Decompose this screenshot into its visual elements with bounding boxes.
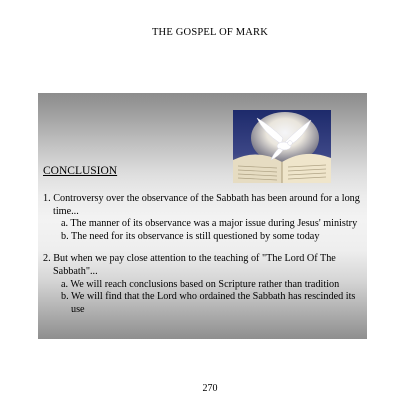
page-number: 270 <box>202 383 218 394</box>
point-2: 2. But when we pay close attention to the teaching of "The Lord Of The Sabbath"... <box>43 253 336 277</box>
slide-heading-conclusion: CONCLUSION <box>43 165 118 177</box>
slide-panel <box>38 93 367 339</box>
point-1: 1. Controversy over the observance of the Sabbath has been around for a long time... <box>43 193 360 217</box>
dove-over-open-bible-icon <box>233 110 331 183</box>
point-2-subpoint-a: a. We will reach conclusions based on Scripture rather than tradition <box>61 278 340 290</box>
slide-points <box>43 193 363 316</box>
point-1-subpoint-b: b. The need for its observance is still questioned by some today <box>61 230 320 242</box>
point-2-subpoint-b: b. We will find that the Lord who ordained the Sabbath has rescinded its use <box>61 291 356 315</box>
page-header-title: THE GOSPEL OF MARK <box>151 27 269 38</box>
point-1-subpoint-a: a. The manner of its observance was a major issue during Jesus' ministry <box>61 218 358 230</box>
